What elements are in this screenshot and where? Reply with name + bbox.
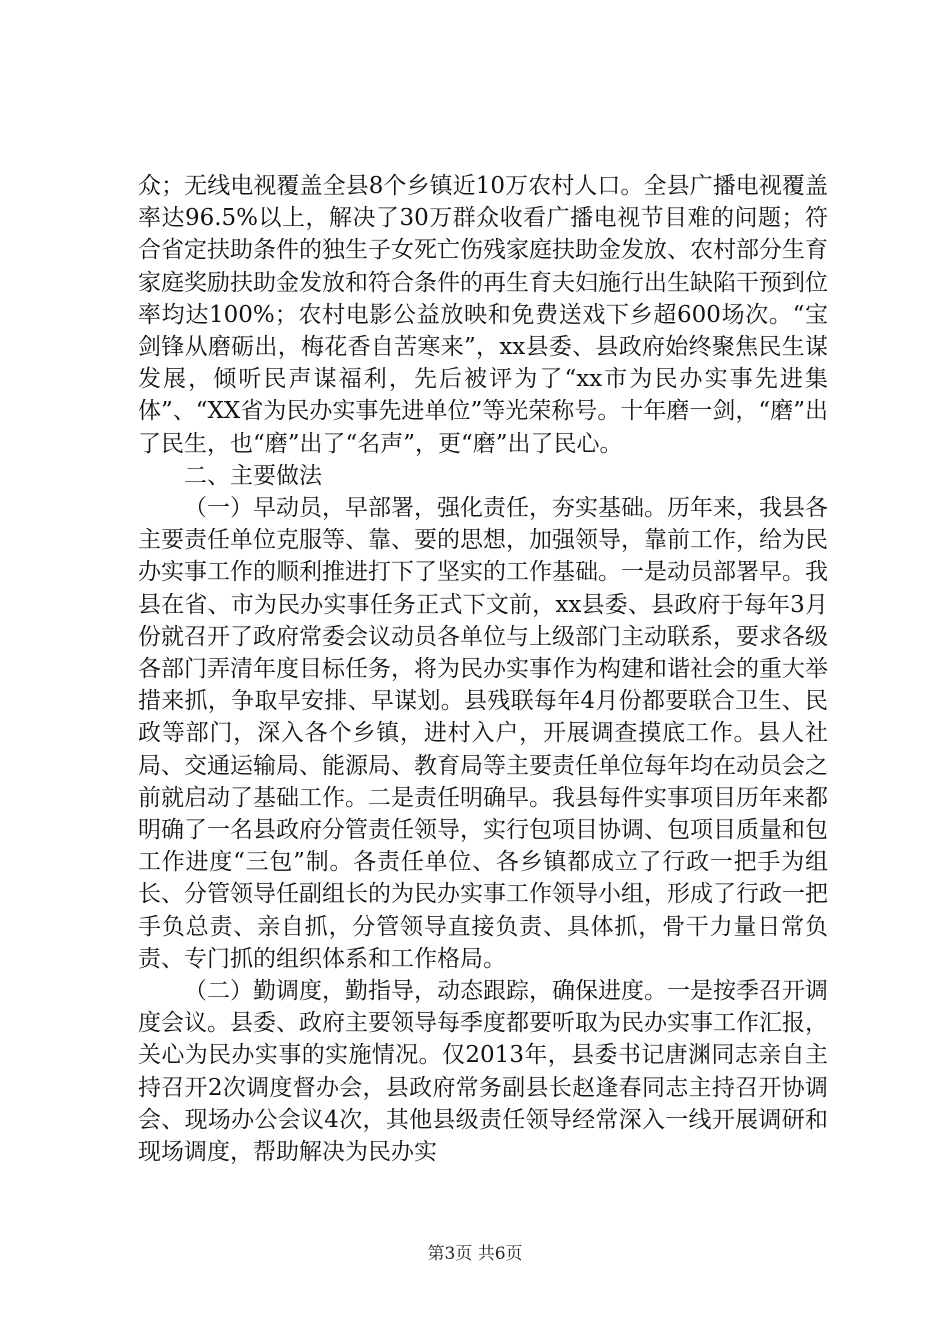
paragraph-section-1: （一）早动员，早部署，强化责任，夯实基础。历年来，我县各主要责任单位克服等、靠、要的思想，加强领导，靠前工作，给为民办实事工作的顺利推进打下了坚实的工作基础。一是动员部署早。我县在省、市为民办实事任务正式下文前，xx县委、县政府于每年3月份就召开了政府常委会议动员各单位与上级部门主动联系，要求各级各部门弄清年度目标任务，将为民办实事作为构建和谐社会的重大举措来抓，争取早安排、早谋划。县残联每年4月份都要联合卫生、民政等部门，深入各个乡镇，进村入户，开展调查摸底工作。县人社局、交通运输局、能源局、教育局等主要责任单位每年均在动员会之前就启动了基础工作。二是责任明确早。我县每件实事项目历年来都明确了一名县政府分管责任领导，实行包项目协调、包项目质量和包工作进度“三包”制。各责任单位、各乡镇都成立了行政一把手为组长、分管领导任副组长的为民办实事工作领导小组，形成了行政一把手负总责、亲自抓，分管领导直接负责、具体抓，骨干力量日常负责、专门抓的组织体系和工作格局。	[138, 495, 828, 972]
paragraph-section-2: （二）勤调度，勤指导，动态跟踪，确保进度。一是按季召开调度会议。县委、政府主要领导每季度都要听取为民办实事工作汇报，关心为民办实事的实施情况。仅2013年，县委书记唐渊同志亲自主持召开2次调度督办会，县政府常务副县长赵逢春同志主持召开协调会、现场办公会议4次，其他县级责任领导经常深入一线开展调研和现场调度，帮助解决为民办实	[138, 978, 828, 1166]
document-body	[138, 170, 828, 1168]
page-footer	[0, 1243, 950, 1265]
paragraph-continuation: 众；无线电视覆盖全县8个乡镇近10万农村人口。全县广播电视覆盖率达96.5%以上，解决了30万群众收看广播电视节目难的问题；符合省定扶助条件的独生子女死亡伤残家庭扶助金发放、农村部分生育家庭奖励扶助金发放和符合条件的再生育夫妇施行出生缺陷干预到位率均达100%；农村电影公益放映和免费送戏下乡超600场次。“宝剑锋从磨砺出，梅花香自苦寒来”，xx县委、县政府始终聚焦民生谋发展，倾听民声谋福利，先后被评为了“xx市为民办实事先进集体”、“XX省为民办实事先进单位”等光荣称号。十年磨一剑，“磨”出了民生，也“磨”出了“名声”，更“磨”出了民心。	[138, 173, 828, 457]
page-number-indicator: 第3页 共6页	[427, 1244, 523, 1264]
section-heading-main-practices: 二、主要做法	[184, 462, 322, 489]
